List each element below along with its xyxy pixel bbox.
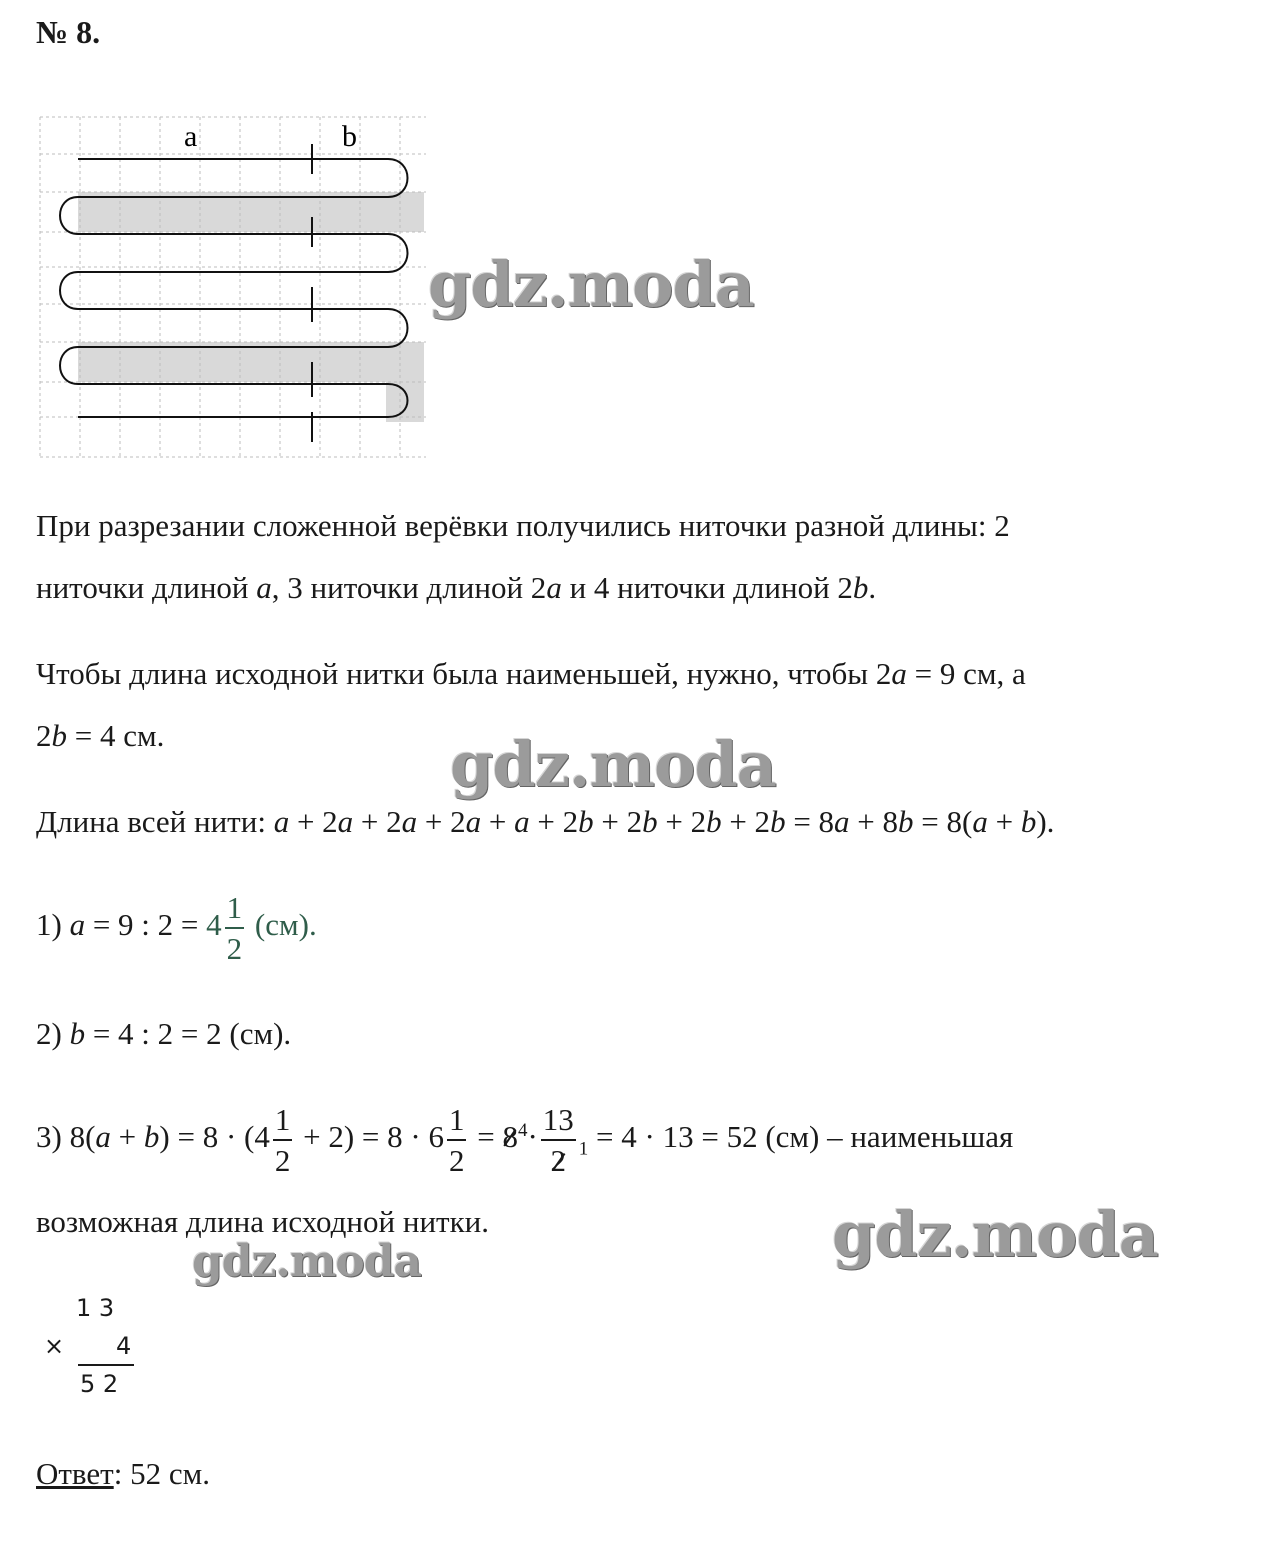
watermark: gdz.moda (428, 248, 754, 321)
total-length-expression: Длина всей нити: a + 2a + 2a + 2a + a + 2b + 2b + 2b + 2b = 8a + 8b = 8(a + b). (36, 804, 1055, 839)
column-mult-bar (78, 1364, 134, 1366)
problem-number: № 8. (36, 14, 101, 50)
cancelled-2: 2 (550, 1143, 567, 1178)
column-mult-row-2: 4 (116, 1332, 132, 1360)
fraction-one-half: $\frac{1}{2}$ (226, 890, 243, 966)
reduced-1: 1 (578, 1138, 589, 1160)
answer-label: Ответ (36, 1456, 114, 1491)
step-3-line-2: возможная длина исходной нитки. (36, 1204, 489, 1239)
watermark: gdz.moda (450, 728, 776, 801)
column-mult-sign: × (44, 1332, 65, 1360)
fraction-one-half: $\frac{1}{2}$ (448, 1102, 465, 1178)
column-mult-row-1: 1 3 (76, 1294, 115, 1322)
paragraph-1-line-1: При разрезании сложенной верёвки получились ниточки разной длины: 2 (36, 508, 1010, 543)
label-a: a (184, 120, 198, 153)
grid-background (40, 117, 426, 457)
step-2: 2) b = 4 : 2 = 2 (см). (36, 1016, 292, 1051)
paragraph-1-line-2: ниточки длиной a, 3 ниточки длиной 2a и 4 ниточки длиной 2b. (36, 570, 877, 605)
label-b: b (342, 120, 357, 153)
step-3: 3) 8(a + b) = 8 · (4 $\frac{1}{2}$ + 2) = 8 · 6 $\frac{1}{2}$ = $8^4\cdot$ $\frac{13}{2}$ $_1$ = 4 · 13 = 52 (см) – наименьшая (36, 1102, 1014, 1178)
answer-line: Ответ: 52 см. (36, 1456, 210, 1491)
reduced-4: 4 (517, 1119, 528, 1141)
paragraph-2-line-2: 2b = 4 см. (36, 718, 165, 753)
folded-rope-figure (36, 112, 436, 462)
fraction-one-half: $\frac{1}{2}$ (274, 1102, 291, 1178)
watermark: gdz.moda (192, 1236, 422, 1287)
fraction-13-over-2: $\frac{13}{2}$ (542, 1102, 574, 1178)
paragraph-2-line-1: Чтобы длина исходной нитки была наименьшей, нужно, чтобы 2a = 9 см, а (36, 656, 1026, 691)
step-1: 1) a = 9 : 2 = 4 $\frac{1}{2}$ (см). (36, 890, 317, 966)
cancelled-8: 8 (502, 1119, 518, 1155)
column-mult-result: 5 2 (80, 1370, 119, 1398)
watermark: gdz.moda (832, 1198, 1158, 1271)
